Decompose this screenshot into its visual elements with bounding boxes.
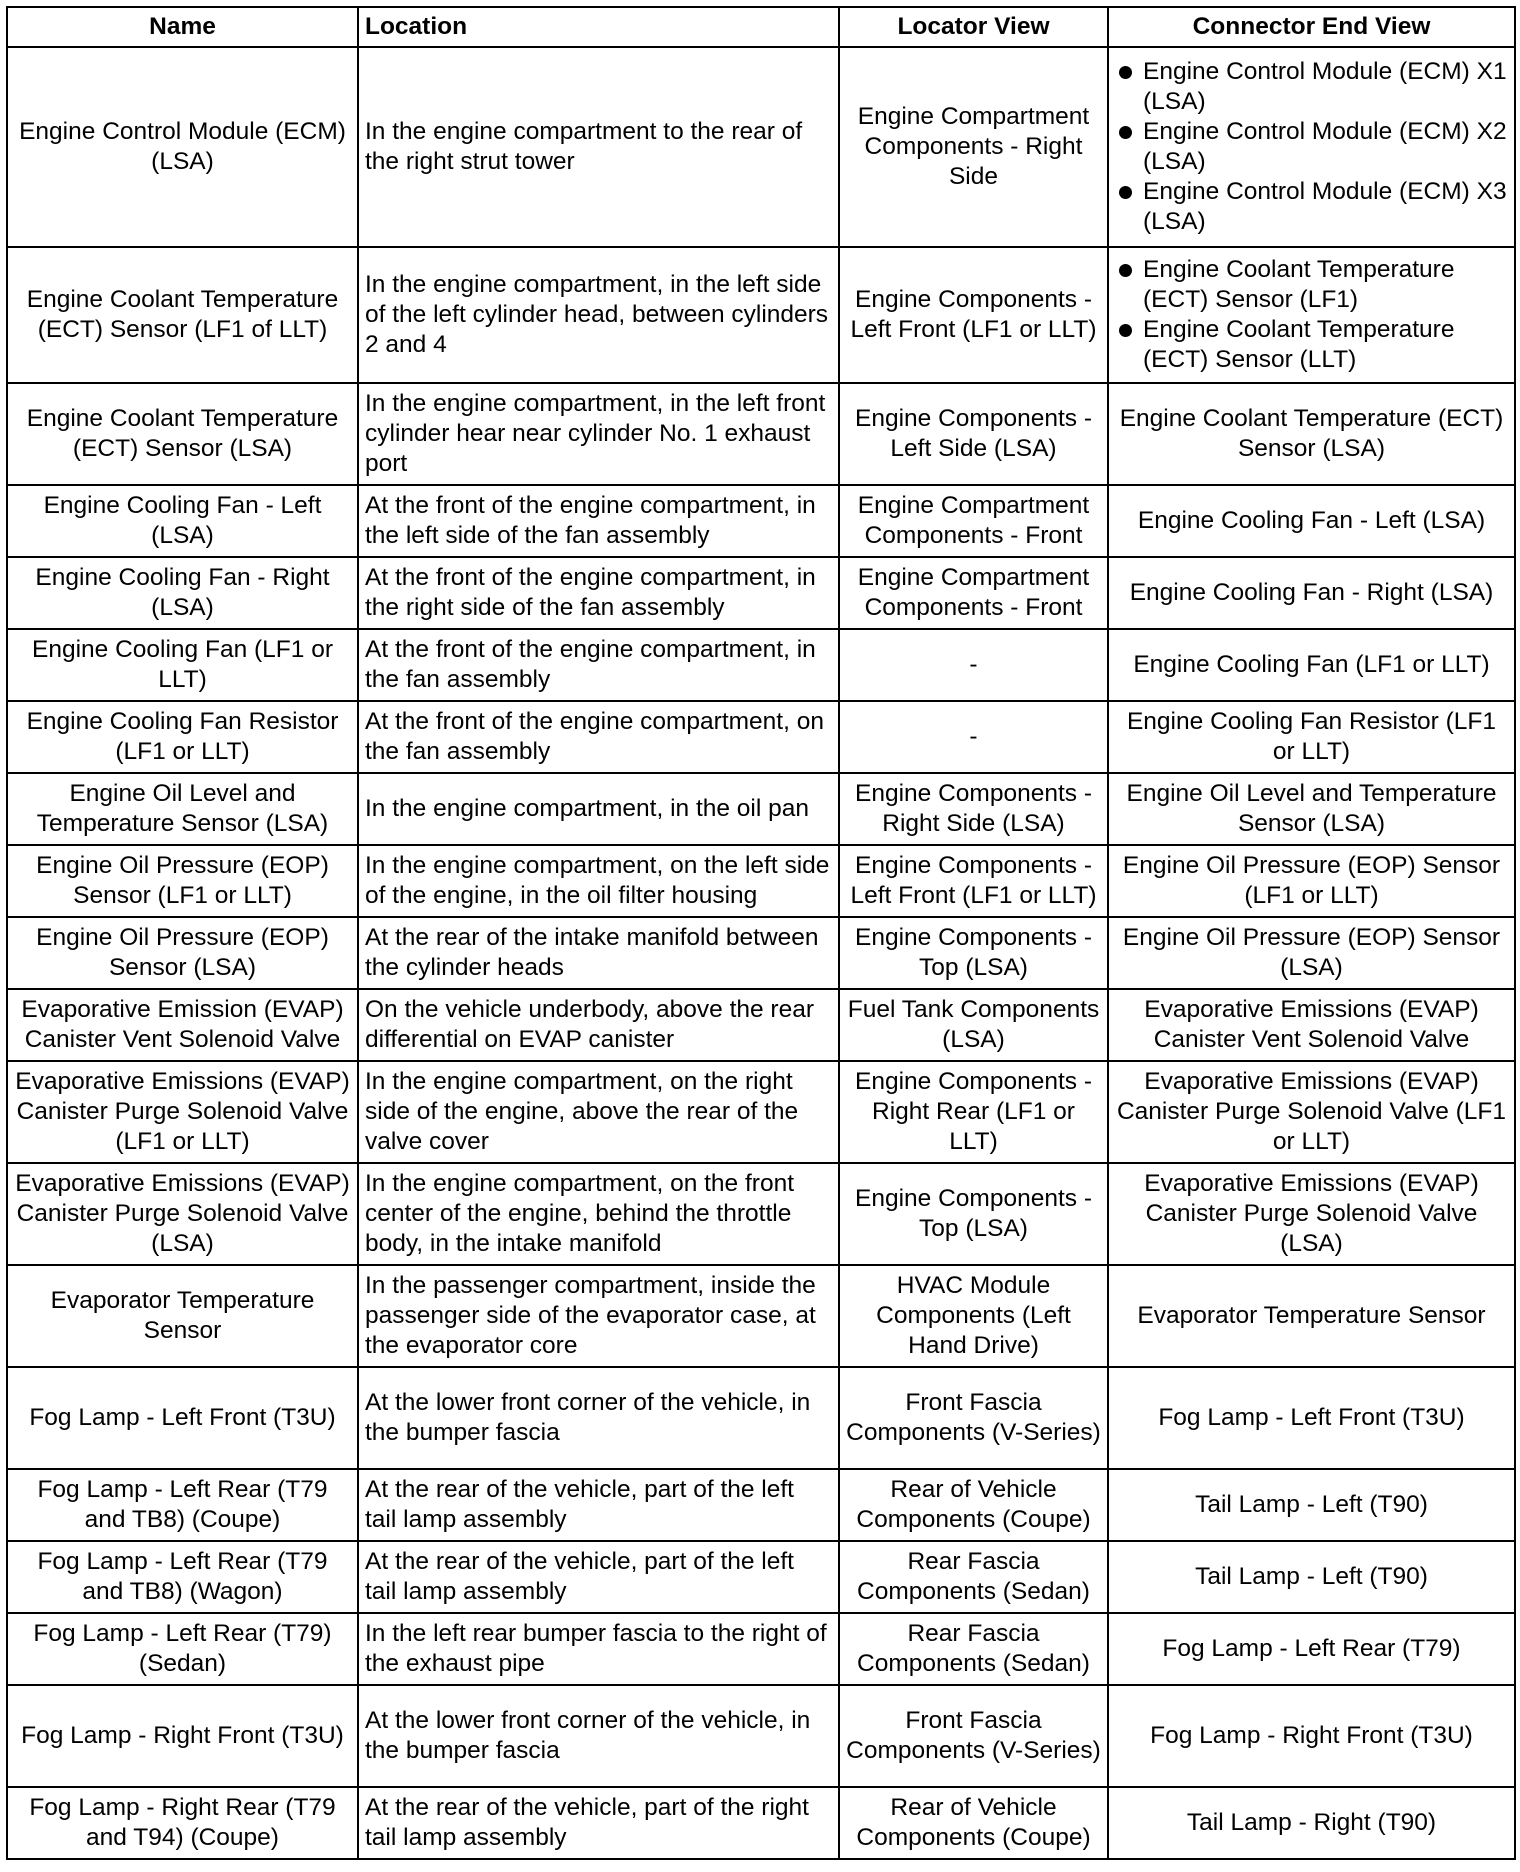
connector-end-view-cell: Tail Lamp - Left (T90): [1108, 1469, 1515, 1541]
name-cell: Engine Oil Level and Temperature Sensor (LSA): [7, 773, 358, 845]
connector-list-item: Engine Control Module (ECM) X2 (LSA): [1115, 117, 1508, 177]
table-row: [7, 1787, 1515, 1859]
table-row: [7, 383, 1515, 485]
location-cell: In the engine compartment, on the front center of the engine, behind the throttle body, in the intake manifold: [358, 1163, 839, 1265]
locator-view-cell: -: [839, 701, 1108, 773]
table-row: [7, 917, 1515, 989]
locator-view-cell: Engine Compartment Components - Right Side: [839, 47, 1108, 247]
column-header-connector-end-view: Connector End View: [1108, 7, 1515, 47]
table-row: [7, 701, 1515, 773]
location-cell: In the passenger compartment, inside the passenger side of the evaporator case, at the evaporator core: [358, 1265, 839, 1367]
locator-view-cell: Fuel Tank Components (LSA): [839, 989, 1108, 1061]
connector-end-view-cell: Evaporative Emissions (EVAP) Canister Purge Solenoid Valve (LF1 or LLT): [1108, 1061, 1515, 1163]
location-cell: At the rear of the intake manifold between the cylinder heads: [358, 917, 839, 989]
connector-end-view-cell: Evaporator Temperature Sensor: [1108, 1265, 1515, 1367]
table-row: [7, 629, 1515, 701]
locator-view-cell: Engine Components - Left Front (LF1 or LLT): [839, 845, 1108, 917]
connector-end-view-cell: [1108, 247, 1515, 383]
location-cell: At the front of the engine compartment, on the fan assembly: [358, 701, 839, 773]
locator-view-cell: Engine Compartment Components - Front: [839, 485, 1108, 557]
connector-list: [1115, 255, 1508, 375]
connector-end-view-cell: Evaporative Emissions (EVAP) Canister Purge Solenoid Valve (LSA): [1108, 1163, 1515, 1265]
connector-end-view-cell: Engine Cooling Fan - Left (LSA): [1108, 485, 1515, 557]
connector-end-view-cell: Engine Oil Pressure (EOP) Sensor (LSA): [1108, 917, 1515, 989]
connector-end-view-cell: Fog Lamp - Left Front (T3U): [1108, 1367, 1515, 1469]
connector-end-view-cell: Engine Coolant Temperature (ECT) Sensor (LSA): [1108, 383, 1515, 485]
location-cell: In the engine compartment, on the right side of the engine, above the rear of the valve cover: [358, 1061, 839, 1163]
name-cell: Fog Lamp - Left Rear (T79 and TB8) (Wagon): [7, 1541, 358, 1613]
location-cell: At the rear of the vehicle, part of the right tail lamp assembly: [358, 1787, 839, 1859]
table-row: [7, 1265, 1515, 1367]
locator-view-cell: -: [839, 629, 1108, 701]
column-header-locator-view: Locator View: [839, 7, 1108, 47]
connector-end-view-cell: Engine Cooling Fan (LF1 or LLT): [1108, 629, 1515, 701]
connector-end-view-cell: Fog Lamp - Left Rear (T79): [1108, 1613, 1515, 1685]
name-cell: Evaporative Emission (EVAP) Canister Vent Solenoid Valve: [7, 989, 358, 1061]
table-row: [7, 557, 1515, 629]
connector-end-view-cell: Tail Lamp - Right (T90): [1108, 1787, 1515, 1859]
component-locator-table: [6, 6, 1516, 1860]
name-cell: Fog Lamp - Right Front (T3U): [7, 1685, 358, 1787]
table-row: [7, 1367, 1515, 1469]
locator-view-cell: Engine Components - Right Rear (LF1 or LLT): [839, 1061, 1108, 1163]
location-cell: At the front of the engine compartment, in the right side of the fan assembly: [358, 557, 839, 629]
locator-view-cell: HVAC Module Components (Left Hand Drive): [839, 1265, 1108, 1367]
name-cell: Evaporative Emissions (EVAP) Canister Purge Solenoid Valve (LSA): [7, 1163, 358, 1265]
connector-list-item: Engine Coolant Temperature (ECT) Sensor (LLT): [1115, 315, 1508, 375]
table-body: [7, 47, 1515, 1859]
header-row: [7, 7, 1515, 47]
connector-end-view-cell: Evaporative Emissions (EVAP) Canister Vent Solenoid Valve: [1108, 989, 1515, 1061]
name-cell: Engine Cooling Fan - Left (LSA): [7, 485, 358, 557]
name-cell: Fog Lamp - Right Rear (T79 and T94) (Coupe): [7, 1787, 358, 1859]
locator-view-cell: Rear Fascia Components (Sedan): [839, 1541, 1108, 1613]
column-header-name: Name: [7, 7, 358, 47]
connector-end-view-cell: Engine Oil Level and Temperature Sensor (LSA): [1108, 773, 1515, 845]
name-cell: Fog Lamp - Left Rear (T79 and TB8) (Coupe): [7, 1469, 358, 1541]
location-cell: In the engine compartment, in the left side of the left cylinder head, between cylinders 2 and 4: [358, 247, 839, 383]
table-row: [7, 1541, 1515, 1613]
locator-view-cell: Engine Components - Left Front (LF1 or LLT): [839, 247, 1108, 383]
location-cell: In the engine compartment, on the left side of the engine, in the oil filter housing: [358, 845, 839, 917]
locator-view-cell: Engine Components - Top (LSA): [839, 1163, 1108, 1265]
name-cell: Engine Oil Pressure (EOP) Sensor (LSA): [7, 917, 358, 989]
name-cell: Engine Coolant Temperature (ECT) Sensor (LSA): [7, 383, 358, 485]
connector-end-view-cell: Engine Oil Pressure (EOP) Sensor (LF1 or LLT): [1108, 845, 1515, 917]
column-header-location: Location: [358, 7, 839, 47]
connector-end-view-cell: Tail Lamp - Left (T90): [1108, 1541, 1515, 1613]
connector-end-view-cell: Engine Cooling Fan Resistor (LF1 or LLT): [1108, 701, 1515, 773]
name-cell: Evaporator Temperature Sensor: [7, 1265, 358, 1367]
location-cell: On the vehicle underbody, above the rear differential on EVAP canister: [358, 989, 839, 1061]
connector-end-view-cell: [1108, 47, 1515, 247]
location-cell: In the engine compartment, in the left front cylinder hear near cylinder No. 1 exhaust port: [358, 383, 839, 485]
name-cell: Evaporative Emissions (EVAP) Canister Purge Solenoid Valve (LF1 or LLT): [7, 1061, 358, 1163]
name-cell: Engine Control Module (ECM) (LSA): [7, 47, 358, 247]
locator-view-cell: Rear of Vehicle Components (Coupe): [839, 1469, 1108, 1541]
locator-view-cell: Engine Compartment Components - Front: [839, 557, 1108, 629]
connector-end-view-cell: Engine Cooling Fan - Right (LSA): [1108, 557, 1515, 629]
name-cell: Engine Oil Pressure (EOP) Sensor (LF1 or LLT): [7, 845, 358, 917]
connector-end-view-cell: Fog Lamp - Right Front (T3U): [1108, 1685, 1515, 1787]
table-row: [7, 247, 1515, 383]
location-cell: In the left rear bumper fascia to the right of the exhaust pipe: [358, 1613, 839, 1685]
table-row: [7, 773, 1515, 845]
location-cell: At the lower front corner of the vehicle, in the bumper fascia: [358, 1685, 839, 1787]
table-row: [7, 485, 1515, 557]
table-row: [7, 1613, 1515, 1685]
table-row: [7, 1685, 1515, 1787]
connector-list-item: Engine Control Module (ECM) X3 (LSA): [1115, 177, 1508, 237]
table-row: [7, 1163, 1515, 1265]
location-cell: At the front of the engine compartment, in the left side of the fan assembly: [358, 485, 839, 557]
locator-view-cell: Rear of Vehicle Components (Coupe): [839, 1787, 1108, 1859]
connector-list-item: Engine Control Module (ECM) X1 (LSA): [1115, 57, 1508, 117]
locator-view-cell: Engine Components - Left Side (LSA): [839, 383, 1108, 485]
name-cell: Fog Lamp - Left Front (T3U): [7, 1367, 358, 1469]
locator-view-cell: Rear Fascia Components (Sedan): [839, 1613, 1108, 1685]
name-cell: Engine Cooling Fan - Right (LSA): [7, 557, 358, 629]
connector-list-item: Engine Coolant Temperature (ECT) Sensor (LF1): [1115, 255, 1508, 315]
table-row: [7, 47, 1515, 247]
table-row: [7, 845, 1515, 917]
locator-view-cell: Front Fascia Components (V-Series): [839, 1685, 1108, 1787]
location-cell: At the rear of the vehicle, part of the left tail lamp assembly: [358, 1541, 839, 1613]
locator-view-cell: Engine Components - Right Side (LSA): [839, 773, 1108, 845]
location-cell: At the rear of the vehicle, part of the left tail lamp assembly: [358, 1469, 839, 1541]
location-cell: At the front of the engine compartment, in the fan assembly: [358, 629, 839, 701]
location-cell: In the engine compartment to the rear of the right strut tower: [358, 47, 839, 247]
locator-view-cell: Engine Components - Top (LSA): [839, 917, 1108, 989]
name-cell: Engine Coolant Temperature (ECT) Sensor (LF1 of LLT): [7, 247, 358, 383]
name-cell: Engine Cooling Fan Resistor (LF1 or LLT): [7, 701, 358, 773]
name-cell: Fog Lamp - Left Rear (T79) (Sedan): [7, 1613, 358, 1685]
table-row: [7, 1061, 1515, 1163]
connector-list: [1115, 57, 1508, 237]
table-row: [7, 989, 1515, 1061]
location-cell: In the engine compartment, in the oil pan: [358, 773, 839, 845]
location-cell: At the lower front corner of the vehicle, in the bumper fascia: [358, 1367, 839, 1469]
table-row: [7, 1469, 1515, 1541]
name-cell: Engine Cooling Fan (LF1 or LLT): [7, 629, 358, 701]
locator-view-cell: Front Fascia Components (V-Series): [839, 1367, 1108, 1469]
